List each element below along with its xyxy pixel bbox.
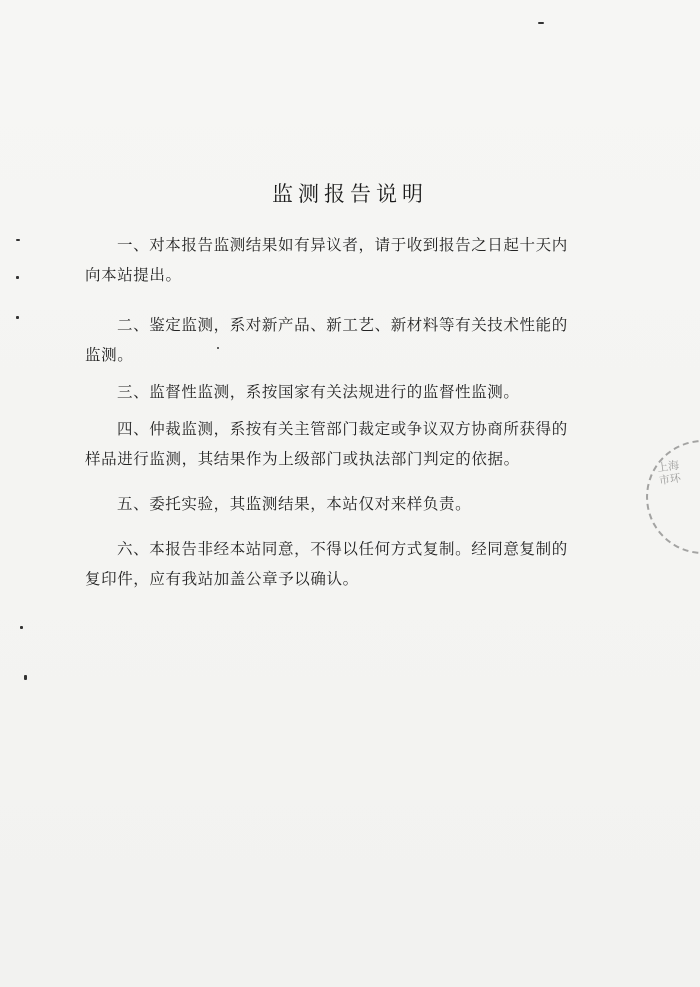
paragraph-2: 二、鉴定监测，系对新产品、新工艺、新材料等有关技术性能的监测。 [85, 316, 568, 364]
paragraph-4: 四、仲裁监测，系按有关主管部门裁定或争议双方协商所获得的样品进行监测，其结果作为上级部门或执法部门判定的依据。 [85, 420, 568, 468]
paragraph-5: 五、委托实验，其监测结果，本站仅对来样负责。 [117, 495, 472, 513]
official-seal [646, 440, 700, 554]
scan-speck [217, 347, 219, 349]
scan-speck [16, 239, 20, 241]
scan-speck [16, 316, 19, 319]
scan-speck [16, 276, 19, 279]
paragraph-1: 一、对本报告监测结果如有异议者，请于收到报告之日起十天内向本站提出。 [85, 236, 568, 284]
scan-speck [538, 22, 544, 24]
document-title: 监测报告说明 [272, 182, 428, 206]
scan-speck [20, 626, 23, 629]
paragraph-6: 六、本报告非经本站同意，不得以任何方式复制。经同意复制的复印件，应有我站加盖公章予以确认。 [85, 540, 568, 588]
seal-lettering: 上海市环 [656, 458, 682, 488]
paragraph-3: 三、监督性监测，系按国家有关法规进行的监督性监测。 [117, 383, 520, 401]
scan-speck [24, 675, 27, 680]
